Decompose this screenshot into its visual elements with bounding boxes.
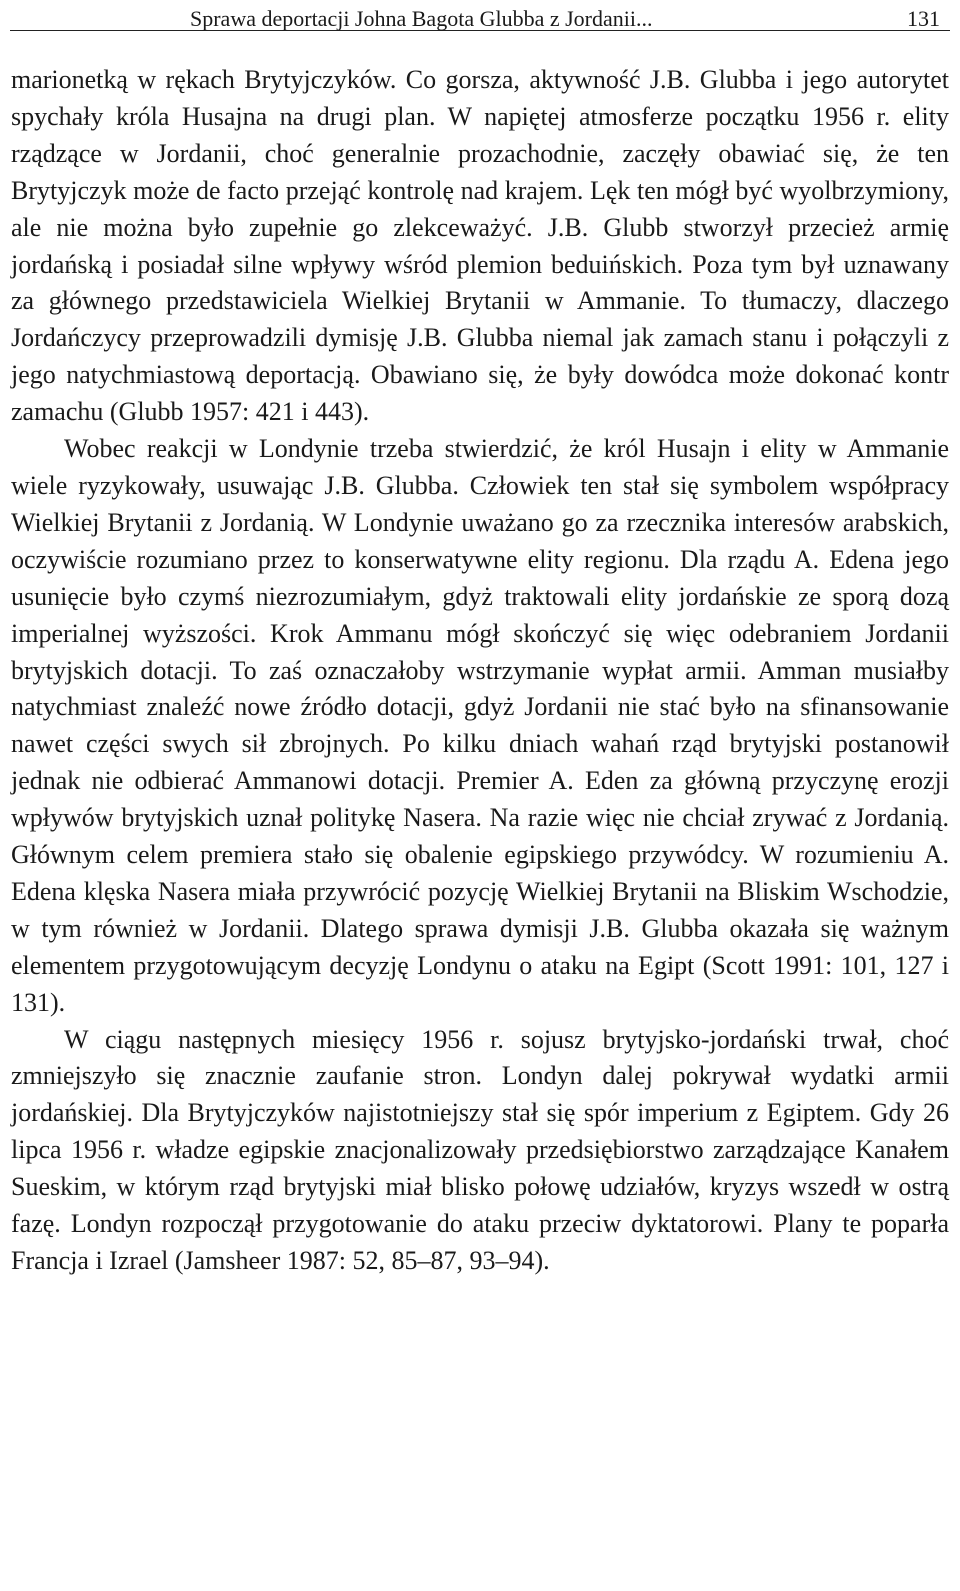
body-text	[11, 62, 949, 1280]
paragraph-1: marionetką w rękach Brytyjczyków. Co gorsza, aktywność J.B. Glubba i jego autorytet spychały króla Husajna na drugi plan. W napiętej atmosferze początku 1956 r. elity rządzące w Jordanii, choć generalnie prozachodnie, zaczęły obawiać się, że ten Brytyjczyk może de facto przejąć kontrolę nad krajem. Lęk ten mógł być wyolbrzymiony, ale nie można było zupełnie go zlekceważyć. J.B. Glubb stworzył przecież armię jordańską i posiadał silne wpływy wśród plemion beduińskich. Poza tym był uznawany za głównego przedstawiciela Wielkiej Brytanii w Ammanie. To tłumaczy, dlaczego Jordańczycy przeprowadzili dymisję J.B. Glubba niemal jak zamach stanu i połączyli z jego natychmiastową deportacją. Obawiano się, że były dowódca może dokonać kontr zamachu (Glubb 1957: 421 i 443).	[11, 65, 949, 427]
paragraph-2: Wobec reakcji w Londynie trzeba stwierdzić, że król Husajn i elity w Ammanie wiele ryzykowały, usuwając J.B. Glubba. Człowiek ten stał się symbolem współpracy Wielkiej Brytanii z Jordanią. W Londynie uważano go za rzecznika interesów arabskich, oczywiście rozumiano przez to konserwatywne elity regionu. Dla rządu A. Edena jego usunięcie było czymś niezrozumiałym, gdyż traktowali elity jordańskie ze sporą dozą imperialnej wyższości. Krok Ammanu mógł skończyć się więc odebraniem Jordanii brytyjskich dotacji. To zaś oznaczałoby wstrzymanie wypłat armii. Amman musiałby natychmiast znaleźć nowe źródło dotacji, gdyż Jordanii nie stać było na sfinansowanie nawet części swych sił zbrojnych. Po kilku dniach wahań rząd brytyjski postanowił jednak nie odbierać Ammanowi dotacji. Premier A. Eden za główną przyczynę erozji wpływów brytyjskich uznał politykę Nasera. Na razie więc nie chciał zrywać z Jordanią. Głównym celem premiera stało się obalenie egipskiego przywódcy. W rozumieniu A. Edena klęska Nasera miała przywrócić pozycję Wielkiej Brytanii na Bliskim Wschodzie, w tym również w Jordanii. Dlatego sprawa dymisji J.B. Glubba okazała się ważnym elementem przygotowującym decyzję Londynu o ataku na Egipt (Scott 1991: 101, 127 i 131).	[11, 434, 949, 1017]
page-number: 131	[907, 6, 940, 31]
paragraph-3: W ciągu następnych miesięcy 1956 r. sojusz brytyjsko-jordański trwał, choć zmniejszyło się znacznie zaufanie stron. Londyn dalej pokrywał wydatki armii jordańskiej. Dla Brytyjczyków najistotniejszy stał się spór imperium z Egiptem. Gdy 26 lipca 1956 r. władze egipskie znacjonalizowały przedsiębiorstwo zarządzające Kanałem Sueskim, w którym rząd brytyjski miał blisko połowę udziałów, kryzys wszedł w ostrą fazę. Londyn rozpoczął przygotowanie do ataku przeciw dyktatorowi. Plany te poparła Francja i Izrael (Jamsheer 1987: 52, 85–87, 93–94).	[11, 1024, 949, 1275]
running-title: Sprawa deportacji Johna Bagota Glubba z Jordanii...	[190, 6, 653, 31]
running-header	[10, 8, 950, 31]
